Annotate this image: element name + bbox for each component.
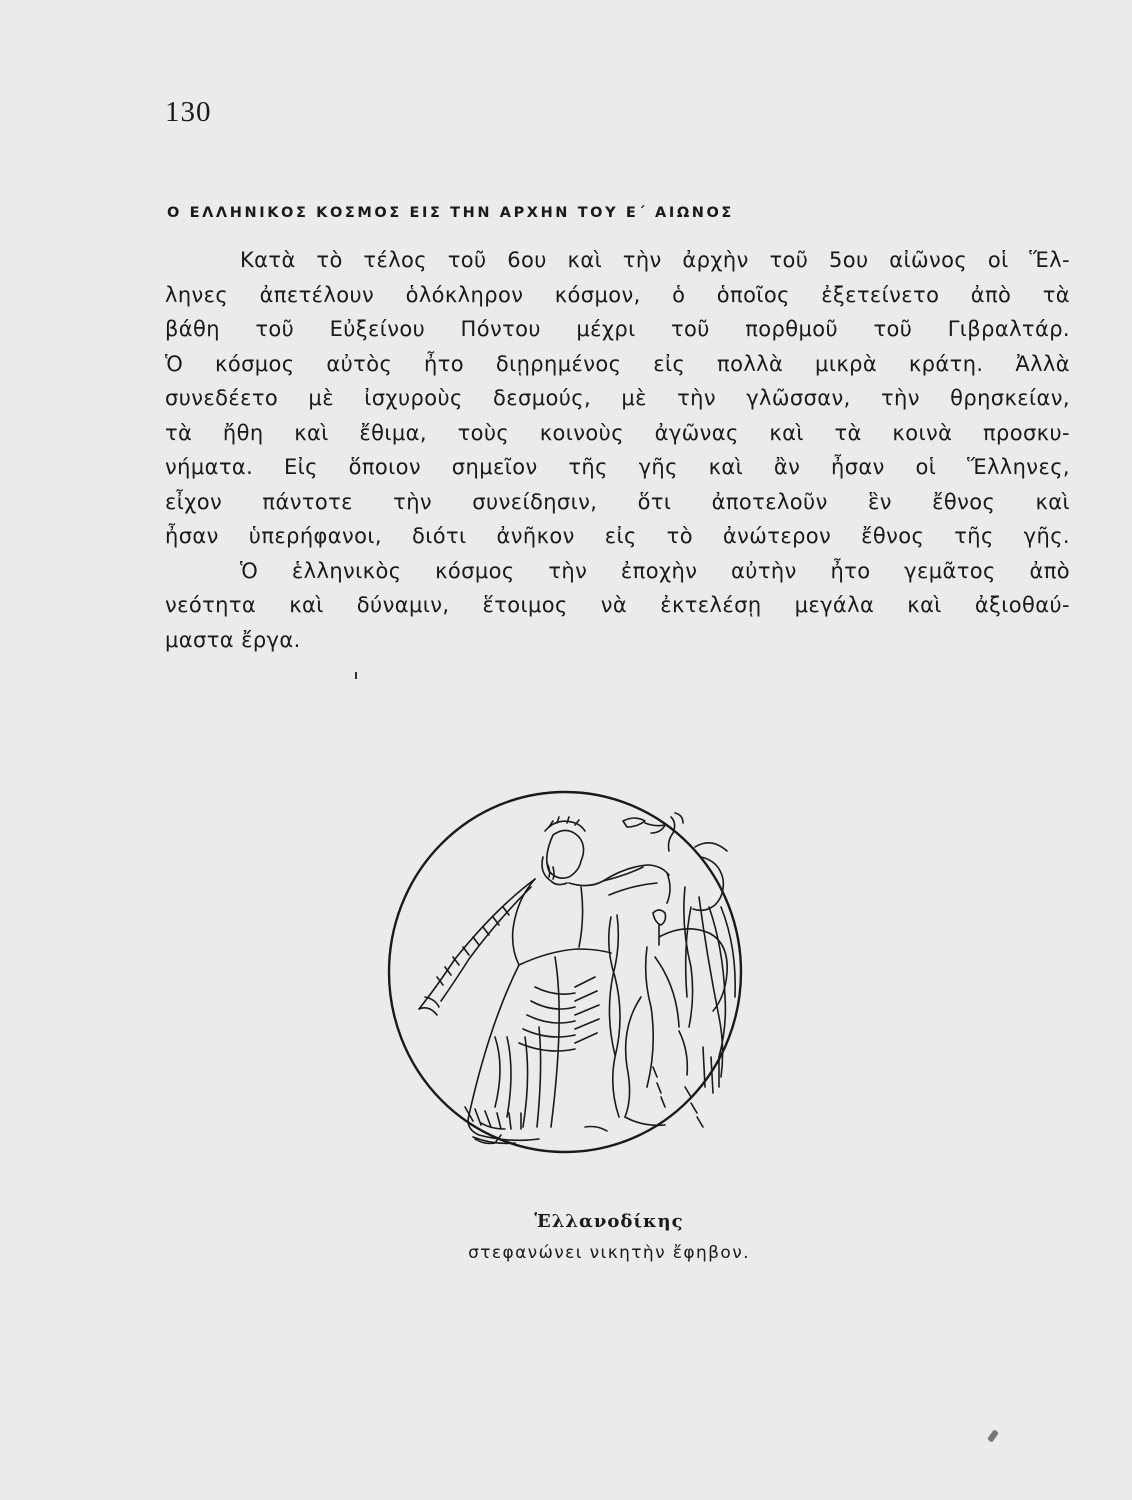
body-line: βάθη τοῦ Εὐξείνου Πόντου μέχρι τοῦ πορθμοῦ τοῦ Γιβραλτάρ. xyxy=(165,317,1070,341)
body-line: συνεδέετο μὲ ἰσχυροὺς δεσμούς, μὲ τὴν γλῶσσαν, τὴν θρησκείαν, xyxy=(165,386,1070,410)
vase-painting-illustration xyxy=(385,787,745,1157)
judge-figure xyxy=(547,830,584,878)
body-line: ἦσαν ὑπερήφανοι, διότι ἀνῆκον εἰς τὸ ἀνώτερον ἔθνος τῆς γῆς. xyxy=(165,524,1070,548)
section-heading: Ο ΕΛΛΗΝΙΚΟΣ ΚΟΣΜΟΣ ΕΙΣ ΤΗΝ ΑΡΧΗΝ ΤΟΥ Ε΄ ΑΙΩΝΟΣ xyxy=(167,205,734,221)
body-line: μαστα ἔργα. xyxy=(165,627,301,652)
figure-caption-title: Ἑλλανοδίκης xyxy=(534,1211,684,1232)
body-line: ληνες ἀπετέλουν ὁλόκληρον κόσμον, ὁ ὁποῖος ἐξετείνετο ἀπὸ τὰ xyxy=(165,282,1070,307)
page-number: 130 xyxy=(165,96,212,128)
body-text xyxy=(165,243,1070,657)
body-line: τὰ ἤθη καὶ ἔθιμα, τοὺς κοινοὺς ἀγῶνας καὶ τὰ κοινὰ προσκυ- xyxy=(165,420,1070,445)
robe xyxy=(468,965,539,1140)
medallion-border xyxy=(389,792,741,1152)
stray-ink-mark xyxy=(355,672,357,679)
body-line: Ὁ κόσμος αὐτὸς ἦτο διῃρημένος εἰς πολλὰ μικρὰ κράτη. Ἀλλὰ xyxy=(165,351,1070,376)
body-line: Ὁ ἑλληνικὸς κόσμος τὴν ἐποχὴν αὐτὴν ἦτο γεμᾶτος ἀπὸ xyxy=(240,558,1070,583)
body-line: νήματα. Εἰς ὅποιον σημεῖον τῆς γῆς καὶ ἂν ἦσαν οἱ Ἕλληνες, xyxy=(165,455,1070,479)
cloak xyxy=(419,879,535,1009)
body-line: νεότητα καὶ δύναμιν, ἕτοιμος νὰ ἐκτελέσῃ μεγάλα καὶ ἀξιοθαύ- xyxy=(165,593,1070,617)
body-line: Κατὰ τὸ τέλος τοῦ 6ου καὶ τὴν ἀρχὴν τοῦ 5ου αἰῶνος οἱ Ἕλ- xyxy=(240,248,1070,272)
stray-ink-mark xyxy=(987,1429,999,1442)
figure-caption-text: στεφανώνει νικητὴν ἔφηβον. xyxy=(468,1243,750,1263)
body-line: εἶχον πάντοτε τὴν συνείδησιν, ὅτι ἀποτελοῦν ἓν ἔθνος καὶ xyxy=(165,489,1070,514)
